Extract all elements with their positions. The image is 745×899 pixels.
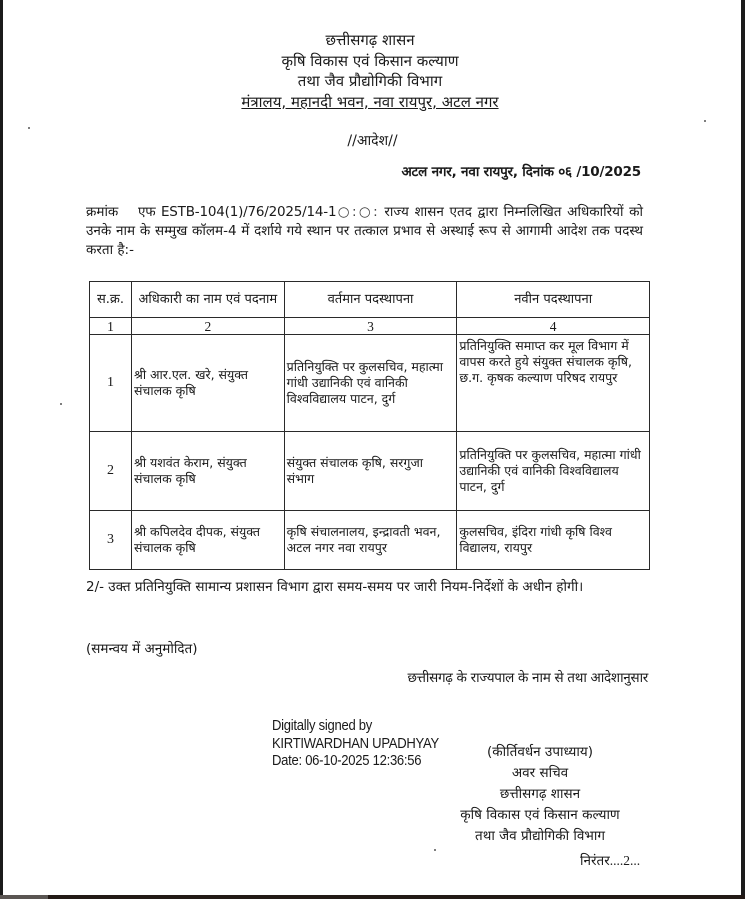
letterhead-government: छत्तीसगढ़ शासन: [325, 31, 415, 49]
row-current-posting: प्रतिनियुक्ति पर कुलसचिव, महात्मा गांधी उद्यानिकी एवं वानिकी विश्वविद्यालय पाटन, दुर्ग: [284, 335, 457, 432]
signatory-designation: अवर सचिव: [511, 765, 569, 781]
row-sno: 1: [90, 335, 132, 432]
signatory-org: छत्तीसगढ़ शासन: [499, 786, 581, 802]
digital-signature-date: Date: 06-10-2025 12:36:56: [272, 753, 422, 769]
order-date: अटल नगर, नवा रायपुर, दिनांक ०६ /10/2025: [401, 164, 641, 180]
letterhead-department-cont: तथा जैव प्रौद्योगिकी विभाग: [297, 72, 443, 90]
row-new-posting: प्रतिनियुक्ति पर कुलसचिव, महात्मा गांधी उद्यानिकी एवं वानिकी विश्वविद्यालय पाटन, दुर्ग: [457, 432, 650, 511]
table-row: [90, 511, 650, 570]
scan-speck: [60, 403, 62, 405]
table-row: [90, 335, 650, 432]
letterhead: [150, 30, 590, 112]
row-new-posting: कुलसचिव, इंदिरा गांधी कृषि विश्व विद्यालय, रायपुर: [457, 511, 650, 570]
signatory-block: [425, 742, 655, 847]
row-current-posting: संयुक्त संचालक कृषि, सरगुजा संभाग: [284, 432, 457, 511]
page-border-bottom: [0, 895, 745, 899]
order-reference: एफ ESTB-104(1)/76/2025/14-1: [138, 204, 337, 220]
row-sno: 3: [90, 511, 132, 570]
col-header-current-posting: वर्तमान पदस्थापना: [284, 282, 457, 318]
table-header-row: [90, 282, 650, 318]
digital-signature-label: Digitally signed by: [272, 718, 373, 734]
row-officer: श्री कपिलदेव दीपक, संयुक्त संचालक कृषि: [131, 511, 284, 570]
order-paragraph-1: [86, 203, 643, 260]
col-number: 1: [90, 318, 132, 335]
order-paragraph-2: 2/- उक्त प्रतिनियुक्ति सामान्य प्रशासन विभाग द्वारा समय-समय पर जारी नियम-निर्देशों के अधीन होगी।: [86, 579, 584, 595]
order-number-label: क्रमांक: [86, 204, 119, 220]
continued-page: ....2...: [609, 853, 641, 868]
signatory-name: (कीर्तिवर्धन उपाध्याय): [487, 744, 593, 760]
digital-signature-signer: KIRTIWARDHAN UPADHYAY: [272, 735, 439, 752]
signatory-department: कृषि विकास एवं किसान कल्याण: [460, 807, 620, 823]
approval-note: (समन्वय में अनुमोदित): [86, 641, 198, 657]
row-new-posting: प्रतिनियुक्ति समाप्त कर मूल विभाग में वापस करते हुये संयुक्त संचालक कृषि, छ.ग. कृषक कल्याण परिषद रायपुर: [457, 335, 650, 432]
table-row: [90, 432, 650, 511]
digital-signature: [272, 718, 439, 771]
signatory-department-cont: तथा जैव प्रौद्योगिकी विभाग: [475, 828, 605, 844]
order-title: //आदेश//: [347, 133, 398, 149]
scan-speck: [434, 849, 436, 851]
row-sno: 2: [90, 432, 132, 511]
col-number: 2: [131, 318, 284, 335]
row-officer: श्री आर.एल. खरे, संयुक्त संचालक कृषि: [131, 335, 284, 432]
continued-marker: [580, 851, 640, 869]
scan-speck: [28, 127, 30, 129]
row-officer: श्री यशवंत केराम, संयुक्त संचालक कृषि: [131, 432, 284, 511]
row-current-posting: कृषि संचालनालय, इन्द्रावती भवन, अटल नगर नवा रायपुर: [284, 511, 457, 570]
letterhead-address: मंत्रालय, महानदी भवन, नवा रायपुर, अटल नगर: [241, 92, 499, 111]
order-body-text: राज्य शासन एतद द्वारा निम्नलिखित अधिकारियों को उनके नाम के सम्मुख कॉलम-4 में दर्शाये गये स्थान पर तत्काल प्रभाव से अस्थाई रूप से आगामी आदेश तक पदस्थ करता है:-: [86, 204, 644, 258]
col-number: 4: [457, 318, 650, 335]
col-header-new-posting: नवीन पदस्थापना: [457, 282, 650, 318]
posting-table: [89, 281, 650, 570]
authority-line: छत्तीसगढ़ के राज्यपाल के नाम से तथा आदेशानुसार: [407, 670, 648, 686]
letterhead-department: कृषि विकास एवं किसान कल्याण: [281, 51, 459, 70]
col-header-sno: स.क्र.: [90, 282, 132, 318]
scan-speck: [704, 120, 706, 122]
continued-label: निरंतर: [580, 853, 610, 869]
order-reference-suffix: ○:○:: [336, 204, 379, 220]
scrollbar-thumb[interactable]: [0, 895, 48, 899]
column-number-row: [90, 318, 650, 335]
col-header-officer: अधिकारी का नाम एवं पदनाम: [131, 282, 284, 318]
col-number: 3: [284, 318, 457, 335]
